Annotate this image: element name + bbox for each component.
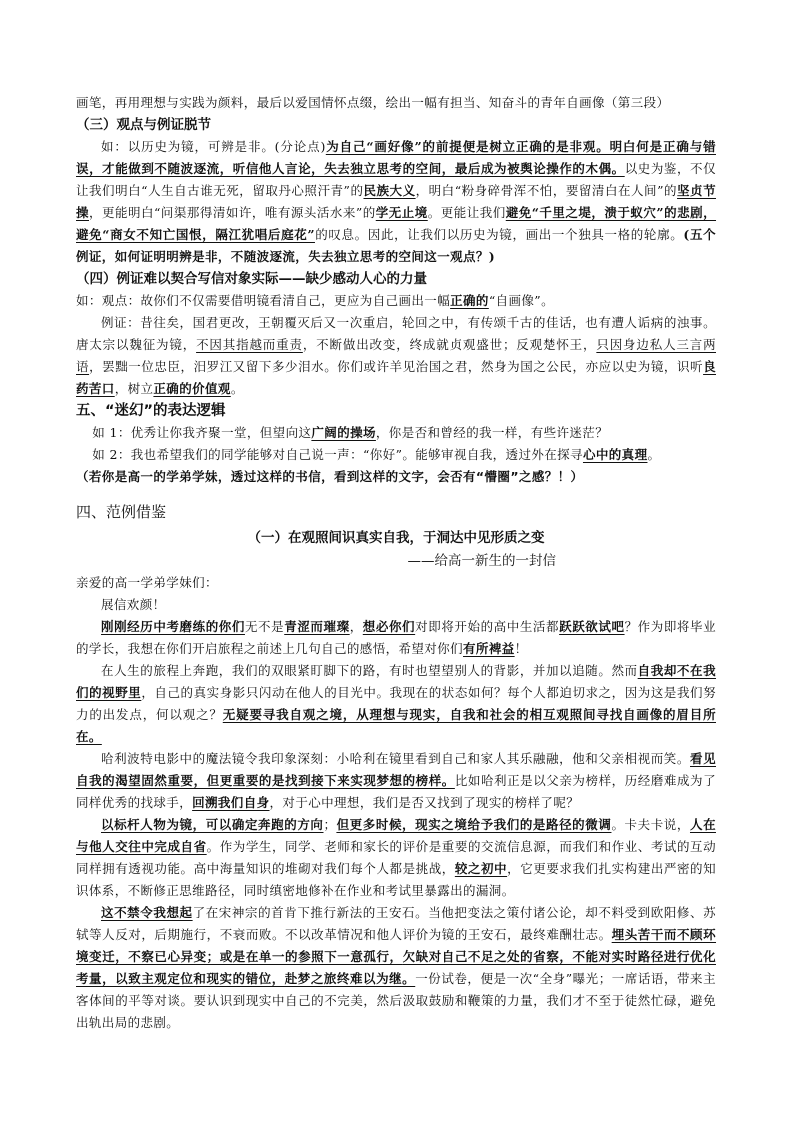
- heading-viewpoint-disconnect: （三）观点与例证脱节: [76, 117, 211, 133]
- underlined-span: 只因身边私人三言两语: [76, 337, 716, 374]
- text-span: 的叹息。因此，让我们以历史为镜，画出一个独具一格的轮廓。: [314, 227, 684, 242]
- text-span: 了在宋神宗的首肯下推行新法的王安石。当他把变法之策付诸公论，却不料受到欧阳修、苏轼等人反对，后期施行，不衰而败。不以改革情况和他人评价为镜的王安石，最终难酬壮志。: [76, 905, 716, 942]
- heading-confusing-logic: 五、“迷幻”的表达逻辑: [76, 403, 226, 419]
- document-page: [76, 92, 716, 1034]
- text-span: 比如哈利正是以父亲为榜样，历经磨难成为了同样优秀的找球手，: [76, 773, 716, 810]
- letter-paragraph-3: [76, 748, 716, 814]
- text-span: 如：以历史为镜，可辨是非。(分论点): [101, 139, 326, 154]
- text-span: 一份试卷，便是一次“全身”曝光；一席话语，带来主客体间的平等对谈。要认识到现实中自己的不完美，然后汲取鼓励和鞭策的力量，我们才不至于徒然忙碌，避免出轨出局的悲剧。: [76, 971, 716, 1030]
- text-span: 如：观点：故你们不仅需要借明镜看清自己，更应为自己画出一幅: [76, 293, 451, 308]
- text-span: 无不是: [244, 619, 285, 634]
- underlined-bold-span: 不能对实时路径进行优化考量，以致主观定位和现实的错位，赴梦之旅终难以为继。: [76, 949, 716, 986]
- paragraph-history-mirror: [76, 136, 716, 268]
- underlined-bold-span: 青涩而璀璨: [284, 619, 350, 634]
- underlined-bold-span: 避免“千里之堤，溃于蚁穴”的悲剧，避免“商女不知亡国恨，隔江犹唱后庭花”: [76, 205, 717, 242]
- letter-greeting: 展信欢颜！: [101, 597, 166, 612]
- text-span: “自画像”。: [488, 293, 554, 308]
- underlined-bold-span: 心中的真理: [582, 447, 648, 462]
- underlined-bold-span: 较之初中: [454, 861, 508, 876]
- text-span: 如 1：优秀让你我齐聚一堂，但望向这: [92, 425, 312, 440]
- text-span: ，: [349, 619, 363, 634]
- heading-model-reference: 四、范例借鉴: [76, 503, 167, 521]
- underlined-bold-span: 自我却不在我们的视野里: [76, 663, 717, 700]
- letter-paragraph-4: [76, 814, 716, 902]
- underlined-bold-span: 以标杆人物为镜，可以确定奔跑的方向: [101, 817, 324, 832]
- text-span: 哈利波特电影中的魔法镜令我印象深刻：小哈利在镜里看到自己和家人其乐融融，他和父亲相视而笑。: [101, 751, 690, 766]
- underlined-bold-span: 人在与他人交往中完成自省: [76, 817, 716, 854]
- underlined-bold-span: 跃跃欲试吧: [559, 619, 625, 634]
- bold-comment-span: (五个例证，如何证明明辨是非，不随波逐流，失去独立思考的空间这一观点？): [76, 227, 717, 264]
- underlined-bold-span: 良药苦口: [76, 359, 716, 396]
- text-span: ？作为即将毕业的学长，我想在你们开启旅程之前述上几句自己的感悟，希望对你们: [76, 619, 716, 656]
- underlined-bold-span: 但更多时候，现实之境给予我们的是路径的微调: [336, 817, 612, 832]
- underlined-bold-span: 民族大义: [363, 183, 416, 198]
- text-span: 在人生的旅程上奔跑，我们的双眼紧盯脚下的路，有时也望望别人的背影，并加以追随。然而: [101, 663, 638, 678]
- text-span: 。: [230, 381, 244, 396]
- underlined-bold-span: 正确的价值观: [153, 381, 231, 396]
- underlined-bold-span: 广阔的操场: [311, 425, 376, 440]
- underlined-bold-span: 刚刚经历中考磨练的你们: [101, 619, 245, 634]
- text-span: 。卡夫卡说，: [611, 817, 690, 832]
- underlined-span: 不因其指越而重责: [196, 337, 303, 352]
- paragraph-example-2: [76, 444, 716, 466]
- text-span: ，它更要求我们扎实构建出严密的知识体系，不断修正思维路径，同时缜密地修补在作业和考试里暴露出的漏洞。: [76, 861, 716, 898]
- letter-paragraph-1: [76, 616, 716, 660]
- text-span: ，树立: [114, 381, 154, 396]
- text-span: ，对于心中理想，我们是否又找到了现实的榜样了呢？: [269, 795, 580, 810]
- letter-paragraph-2: [76, 660, 716, 748]
- underlined-bold-span: 无疑要寻我自观之境，从理想与现实，自我和社会的相互观照间寻找自画像的眉目所在。: [76, 707, 716, 744]
- text-span: ，不断做出改变，终成就贞观盛世；反观楚怀王，: [302, 337, 597, 352]
- text-span: 以史为鉴，不仅让我们明白“人生自古谁无死，留取丹心照汗青”的: [76, 161, 716, 198]
- text-span: 对即将开始的高中生活都: [415, 619, 560, 634]
- letter-subtitle: ——给高一新生的一封信: [407, 553, 556, 569]
- underlined-bold-span: 学无止境: [375, 205, 428, 220]
- heading-example-mismatch: （四）例证难以契合写信对象实际——缺少感动人心的力量: [76, 271, 427, 287]
- underlined-bold-span: 坚贞节操: [76, 183, 716, 220]
- text-span: ！: [514, 641, 528, 656]
- underlined-bold-span: 埋头苦干而不顾环境变迁，不察已心异变；或是在单一的参照下一意孤行，: [76, 927, 717, 964]
- underlined-bold-span: 有所裨益: [463, 641, 515, 656]
- paragraph-viewpoint: [76, 290, 716, 312]
- text-span: ，自己的真实身影只闪动在他人的目光中。我现在的状态如何？每个人都迫切求之，因为这是我们努力的出发点，何以观之？: [76, 685, 716, 722]
- underlined-bold-span: 想必你们: [362, 619, 416, 634]
- text-span: 例证：昔往矣，国君更改，王朝覆灭后又一次重启，轮回之中，有传颂千古的佳话，也有遭人诟病的浊事。唐太宗以魏征为镜，: [76, 315, 716, 352]
- text-span: ；: [323, 817, 337, 832]
- underlined-bold-span: 正确的: [450, 293, 489, 308]
- text-span: ，明白“粉身碎骨浑不怕，要留清白在人间”的: [415, 183, 678, 198]
- note-question: （若你是高一的学弟学妹，透过这样的书信，看到这样的文字，会否有“懵圈”之感？！）: [76, 469, 584, 484]
- letter-salutation: 亲爱的高一学弟学妹们：: [76, 575, 218, 590]
- text-span: 。: [647, 447, 661, 462]
- paragraph-continuation: 画笔，再用理想与实践为颜料，最后以爱国情怀点缀，绘出一幅有担当、知奋斗的青年自画像（第三段）: [76, 95, 670, 110]
- text-span: ，你是否和曾经的我一样，有些许迷茫？: [375, 425, 609, 440]
- paragraph-example-1: [76, 422, 716, 444]
- underlined-bold-span: 这不禁令我想起: [101, 905, 193, 920]
- text-span: 。更能让我们: [427, 205, 506, 220]
- text-span: 如 2：我也希望我们的同学能够对自己说一声：“你好”。能够审视自我，透过外在探寻: [92, 447, 583, 462]
- text-span: ，更能明白“问渠那得清如许，唯有源头活水来”的: [89, 205, 376, 220]
- underlined-bold-span: 欠缺对自己不足之处的省察，: [402, 949, 573, 964]
- text-span: ，罢黜一位忠臣，汨罗江又留下多少泪水。你们或许羊见治国之君，然身为国之公民，亦应以史为镜，识听: [89, 359, 704, 374]
- letter-paragraph-5: [76, 902, 716, 1034]
- underlined-bold-span: 看见自我的渴望固然重要，但更重要的是找到接下来实现梦想的榜样。: [76, 751, 716, 788]
- underlined-bold-span: 为自己“画好像”的前提便是树立正确的是非观。明白何是正确与错误，才能做到不随波逐流，听信他人言论，失去独立思考的空间，最后成为被舆论操作的木偶。: [76, 139, 716, 176]
- paragraph-example: [76, 312, 716, 400]
- letter-title: （一）在观照间识真实自我，于洞达中见形质之变: [247, 530, 545, 546]
- underlined-bold-span: 回溯我们自身: [192, 795, 270, 810]
- text-span: 。作为学生，同学、老师和家长的评价是重要的交流信息源，而我们和作业、考试的互动同样拥有透视功能。高中海量知识的堆砌对我们每个人都是挑战，: [76, 839, 716, 876]
